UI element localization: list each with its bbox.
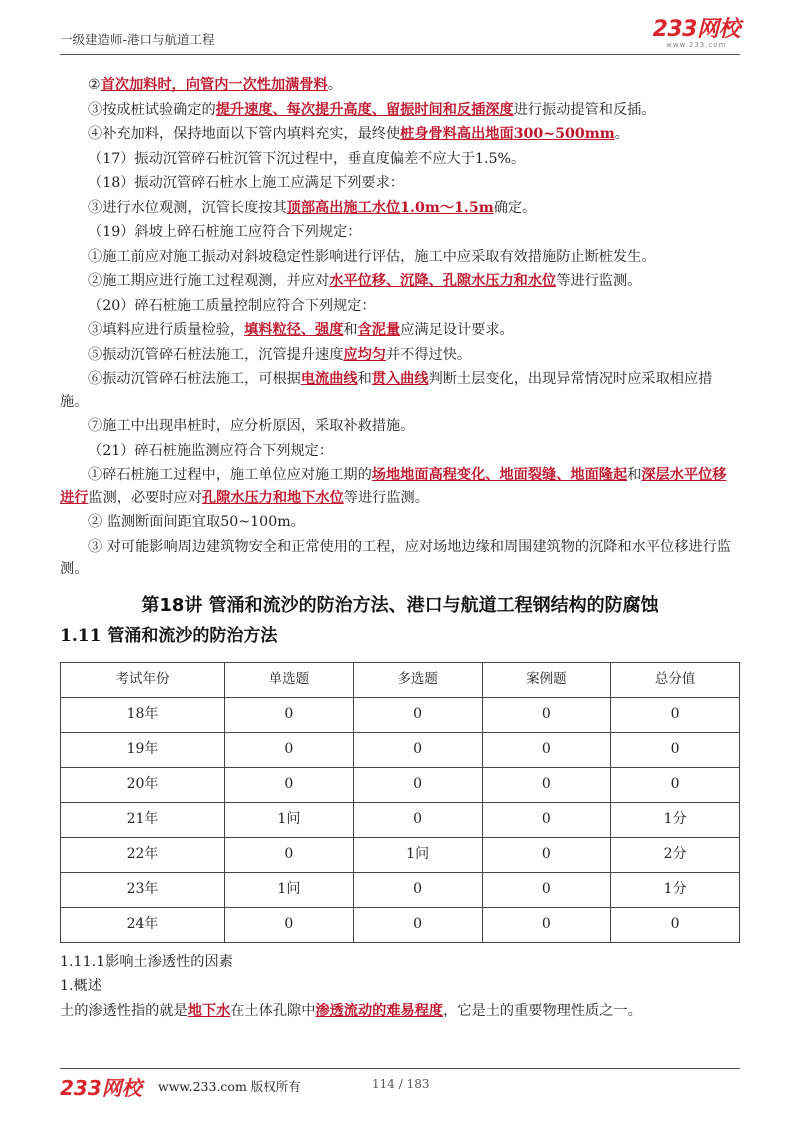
table-cell: 0 [225, 732, 354, 767]
table-row [61, 837, 740, 872]
column-header: 考试年份 [61, 662, 225, 697]
table-cell: 0 [353, 872, 482, 907]
table-cell: 1分 [611, 802, 740, 837]
paragraph: ②施工期应进行施工过程观测，并应对水平位移、沉降、孔隙水压力和水位等进行监测。 [88, 273, 642, 289]
highlight: 地下水 [187, 1002, 231, 1019]
paragraph: ⑤振动沉管碎石桩法施工，沉管提升速度应均匀并不得过快。 [88, 346, 472, 363]
paragraph: ①碎石桩施工过程中，施工单位应对施工期的场地地面高程变化、地面裂缝、地面隆起和深层水平位移进行监测，必要时应对孔隙水压力和地下水位等进行监测。 [60, 467, 727, 506]
table-cell: 0 [482, 767, 611, 802]
highlight: 应均匀 [343, 346, 386, 363]
table-cell: 0 [482, 802, 611, 837]
highlight: 电流曲线 [300, 371, 358, 387]
section-heading: 1.11 管涌和流沙的防治方法 [60, 626, 278, 646]
paragraph: （17）振动沉管碎石桩沉管下沉过程中，垂直度偏差不应大于1.5%。 [88, 150, 526, 167]
logo-url: www.233.com [666, 41, 727, 49]
exam-stats-table [60, 662, 740, 943]
paragraph: 土的渗透性指的就是地下水在土体孔隙中渗透流动的难易程度，它是土的重要物理性质之一。 [60, 1002, 642, 1019]
table-cell: 22年 [61, 837, 225, 872]
table-row [61, 907, 740, 942]
table-cell: 23年 [61, 872, 225, 907]
table-cell: 0 [225, 697, 354, 732]
paragraph: （18）振动沉管碎石桩水上施工应满足下列要求： [88, 175, 404, 191]
page-total: 183 [406, 1077, 430, 1091]
table-cell: 0 [353, 697, 482, 732]
page-header [60, 17, 740, 55]
highlight: 渗透流动的难易程度 [315, 1002, 444, 1019]
highlight: 含泥量 [357, 322, 401, 338]
document-body [60, 74, 740, 1024]
table-cell: 0 [353, 907, 482, 942]
highlight: 深层水平位移进行 [60, 467, 727, 506]
table-cell: 20年 [61, 767, 225, 802]
highlight: 水平位移、沉降、孔隙水压力和水位 [329, 273, 557, 289]
paragraph: ②首次加料时，向管内一次性加满骨料。 [88, 77, 342, 93]
paragraph: ③按成桩试验确定的提升速度、每次提升高度、留振时间和反插深度进行振动提管和反插。 [88, 101, 656, 118]
highlight: 首次加料时，向管内一次性加满骨料 [100, 77, 328, 93]
brand-logo[interactable] [653, 19, 740, 49]
table-cell: 1问 [225, 872, 354, 907]
column-header: 单选题 [225, 662, 354, 697]
table-row [61, 872, 740, 907]
table-row [61, 732, 740, 767]
paragraph: ③填料应进行质量检验，填料粒径、强度和含泥量应满足设计要求。 [88, 322, 514, 338]
table-cell: 0 [353, 732, 482, 767]
list-item: 1.概述 [60, 978, 102, 994]
table-cell: 21年 [61, 802, 225, 837]
header-title: 一级建造师-港口与航道工程 [60, 32, 215, 47]
table-cell: 0 [353, 767, 482, 802]
table-cell: 1分 [611, 872, 740, 907]
paragraph: ①施工前应对施工振动对斜坡稳定性影响进行评估，施工中应采取有效措施防止断桩发生。 [88, 248, 656, 265]
table-header-row [61, 662, 740, 697]
column-header: 多选题 [353, 662, 482, 697]
table-cell: 2分 [611, 837, 740, 872]
paragraph: ③进行水位观测，沉管长度按其顶部高出施工水位1.0m～1.5m确定。 [88, 199, 537, 216]
table-cell: 0 [482, 872, 611, 907]
table-cell: 0 [611, 732, 740, 767]
paragraph: ⑥振动沉管碎石桩法施工，可根据电流曲线和贯入曲线判断土层变化，出现异常情况时应采取相应措施。 [60, 371, 713, 410]
table-cell: 0 [611, 697, 740, 732]
paragraph: ② 监测断面间距宜取50~100m。 [88, 514, 305, 530]
highlight: 提升速度、每次提升高度、留振时间和反插深度 [215, 101, 514, 118]
table-cell: 0 [225, 907, 354, 942]
column-header: 案例题 [482, 662, 611, 697]
logo-mark: 233网校 [652, 17, 740, 42]
page-number: 114 / 183 [372, 1077, 430, 1091]
table-row [61, 802, 740, 837]
table-cell: 1问 [353, 837, 482, 872]
table-cell: 18年 [61, 697, 225, 732]
column-header: 总分值 [611, 662, 740, 697]
table-row [61, 697, 740, 732]
table-cell: 0 [482, 837, 611, 872]
table-cell: 19年 [61, 732, 225, 767]
page-footer [60, 1068, 740, 1099]
footer-copyright: www.233.com 版权所有 [158, 1079, 301, 1094]
table-cell: 0 [611, 767, 740, 802]
highlight: 场地地面高程变化、地面裂缝、地面隆起 [371, 467, 628, 483]
highlight: 顶部高出施工水位1.0m～1.5m [286, 199, 494, 216]
highlight: 贯入曲线 [371, 371, 429, 387]
paragraph: （21）碎石桩施监测应符合下列规定： [88, 442, 334, 459]
table-cell: 0 [482, 697, 611, 732]
table-cell: 0 [353, 802, 482, 837]
table-cell: 1问 [225, 802, 354, 837]
paragraph: （19）斜坡上碎石桩施工应符合下列规定： [88, 224, 362, 240]
highlight: 填料粒径、强度 [244, 322, 344, 338]
highlight: 孔隙水压力和地下水位 [201, 489, 344, 506]
table-cell: 0 [225, 767, 354, 802]
paragraph: （20）碎石桩施工质量控制应符合下列规定： [88, 297, 376, 314]
lecture-heading: 第18讲 管涌和流沙的防治方法、港口与航道工程钢结构的防腐蚀 [141, 594, 659, 616]
table-row [61, 767, 740, 802]
paragraph: ③ 对可能影响周边建筑物安全和正常使用的工程，应对场地边缘和周围建筑物的沉降和水平位移进行监测。 [60, 538, 731, 577]
table-cell: 0 [611, 907, 740, 942]
table-cell: 0 [482, 732, 611, 767]
highlight: 桩身骨料高出地面300~500mm [400, 126, 615, 142]
sub-heading: 1.11.1影响土渗透性的因素 [60, 953, 233, 970]
paragraph: ⑦施工中出现串桩时，应分析原因，采取补救措施。 [88, 418, 415, 434]
paragraph: ④补充加料，保持地面以下管内填料充实，最终使桩身骨料高出地面300~500mm。 [88, 126, 629, 142]
footer-logo[interactable]: 233网校 [60, 1076, 142, 1100]
table-cell: 0 [225, 837, 354, 872]
table-cell: 24年 [61, 907, 225, 942]
table-cell: 0 [482, 907, 611, 942]
page-current: 114 [372, 1077, 395, 1091]
